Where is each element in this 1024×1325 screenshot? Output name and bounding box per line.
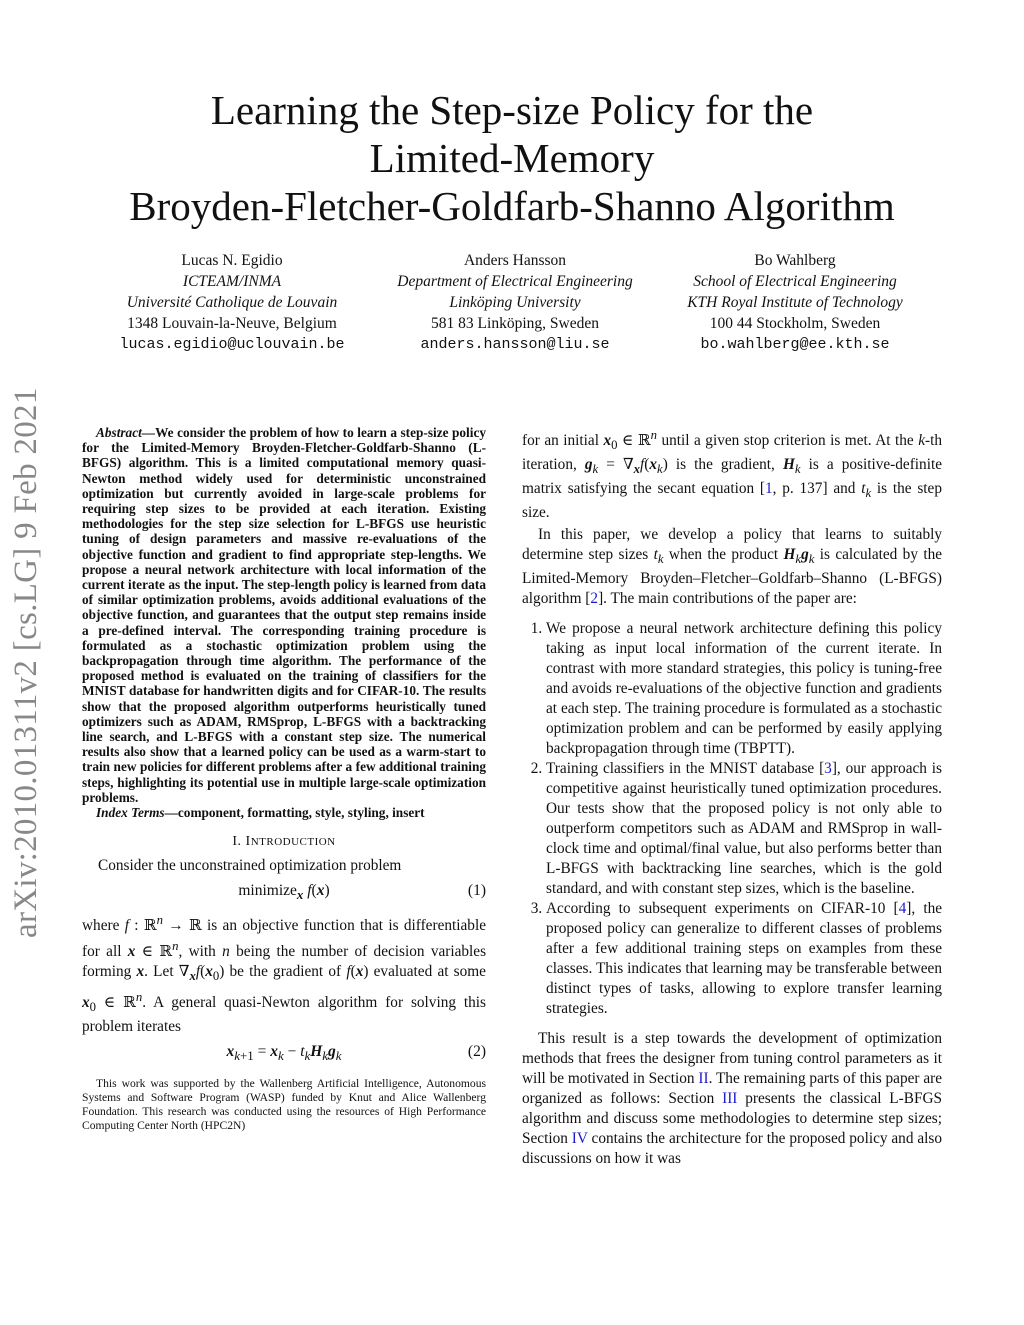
section-link[interactable]: III bbox=[722, 1090, 738, 1108]
author-name: Lucas N. Egidio bbox=[181, 252, 283, 269]
right-paragraph-1: for an initial $x_0$ ∈ ℝ$^n$ until a given stop criterion is met. At the k-th iteration, $g_k = \nabla_xf(x_k)$ is the gradient, $H_k$ is a positive-definite matrix satisfying the secant equation [1, p. 137] and $t_k$ is the step size. bbox=[522, 428, 943, 522]
equation-2-number: (2) bbox=[467, 1042, 486, 1060]
author-institution: Université Catholique de Louvain bbox=[126, 294, 338, 311]
author-affiliation: Department of Electrical Engineering bbox=[397, 273, 633, 290]
section-link[interactable]: IV bbox=[571, 1130, 588, 1148]
citation-link[interactable]: 1 bbox=[764, 480, 773, 498]
author-email: lucas.egidio@uclouvain.be bbox=[119, 336, 345, 353]
author-address: 1348 Louvain-la-Neuve, Belgium bbox=[127, 315, 337, 332]
author-block-3 bbox=[645, 250, 945, 355]
equation-1-number: (1) bbox=[467, 882, 486, 900]
intro-lead: Consider the unconstrained optimization problem bbox=[98, 857, 402, 875]
index-terms-label: Index Terms— bbox=[96, 805, 178, 821]
abstract-text: We consider the problem of how to learn a step-size policy for the Limited-Memory Broyden-Fletcher-Goldfarb-Shanno (L-BFGS) algorithm. This is a limited computational memory quasi-Newton method widely used for deterministic unconstrained optimization but currently avoided in large-scale problems for requiring step sizes to be provided at each iteration. Existing methodologies for the step size selection for L-BFGS use heuristic tuning of design parameters and massive re-evaluations of the objective function and gradient to find appropriate step-lengths. We propose a neural network architecture with local information of the current iterate as the input. The step-length policy is learned from data of similar optimization problems, avoids additional evaluations of the objective function, and guarantees that the output step remains inside a pre-defined interval. The corresponding training procedure is formulated as a stochastic optimization problem using the backpropagation through time algorithm. The performance of the proposed method is evaluated on the training of classifiers for the MNIST database for handwritten digits and for CIFAR-10. The results show that the proposed algorithm outperforms heuristically tuned optimizers such as ADAM, RMSprop, L-BFGS with a backtracking line search, and L-BFGS with a constant step size. The numerical results also show that a learned policy can be used as a warm-start to train new policies for different problems after a few additional training steps, highlighting its potential use in multiple large-scale optimization problems. bbox=[82, 425, 486, 805]
index-terms-text: component, formatting, style, styling, insert bbox=[177, 805, 425, 821]
title-line-2: Limited-Memory bbox=[369, 135, 655, 181]
right-paragraph-2: In this paper, we develop a policy that learns to suitably determine step sizes $t_k$ when the product $H_kg_k$ is calculated by the Limited-Memory Broyden–Fletcher–Goldfarb–Shanno (L-BFGS) algorithm [2]. The main contributions of the paper are: bbox=[522, 526, 943, 608]
contribution-item-1: 1. We propose a neural network architecture defining this policy taking as input local information of the current iterate. In contrast with more standard strategies, this policy is tuning-free and avoids re-evaluations of the objective function and gradients at each step. The training procedure is formulated as a stochastic optimization problem and can be performed by easily applying backpropagation through time (TBPTT). bbox=[546, 619, 942, 759]
section-link[interactable]: II bbox=[698, 1070, 709, 1088]
title-line-3: Broyden-Fletcher-Goldfarb-Shanno Algorithm bbox=[129, 183, 895, 229]
left-column bbox=[82, 425, 486, 1133]
author-institution: KTH Royal Institute of Technology bbox=[687, 294, 903, 311]
author-email: anders.hansson@liu.se bbox=[420, 336, 610, 353]
right-column bbox=[522, 425, 942, 1169]
author-name: Anders Hansson bbox=[463, 252, 567, 269]
abstract-label: Abstract— bbox=[96, 425, 156, 440]
footnote-funding: This work was supported by the Wallenberg Artificial Intelligence, Autonomous Systems and Software Program (WASP) funded by Knut and Alice Wallenberg Foundation. This research was conducted using the resources of High Performance Computing Center North (HPC2N) bbox=[82, 1076, 486, 1132]
author-affiliation: School of Electrical Engineering bbox=[693, 273, 897, 290]
equation-1-body: minimize$_x$ f(x) bbox=[238, 882, 330, 903]
citation-link[interactable]: 4 bbox=[898, 900, 907, 918]
author-email: bo.wahlberg@ee.kth.se bbox=[700, 336, 890, 353]
intro-paragraph: where f : ℝ$^n$ → ℝ is an objective function that is differentiable for all x ∈ ℝ$^n$, with n being the number of decision variables forming x. Let $\nabla_xf(x_0)$ be the gradient of f(x) evaluated at some $x_0$ ∈ ℝ$^n$. A general quasi-Newton algorithm for solving this problem iterates bbox=[82, 913, 487, 1035]
equation-2 bbox=[82, 1037, 486, 1071]
abstract bbox=[82, 425, 486, 805]
section-heading-introduction: I. INTRODUCTION bbox=[232, 834, 336, 850]
index-terms bbox=[82, 805, 486, 820]
contributions-list bbox=[522, 619, 942, 1019]
author-block-1 bbox=[82, 250, 382, 355]
equation-2-body: $x_{k+1} = x_k - t_kH_kg_k$ bbox=[226, 1042, 342, 1063]
arxiv-identifier: arXiv:2010.01311v2 [cs.LG] 9 Feb 2021 bbox=[8, 387, 44, 938]
citation-link[interactable]: 3 bbox=[824, 760, 832, 778]
author-name: Bo Wahlberg bbox=[754, 252, 836, 269]
author-institution: Linköping University bbox=[449, 294, 581, 311]
author-affiliation: ICTEAM/INMA bbox=[182, 273, 282, 290]
citation-link[interactable]: 2 bbox=[590, 590, 599, 608]
contribution-item-2: 2. Training classifiers in the MNIST database [3], our approach is competitive against heuristically tuned optimization procedures. Our tests show that the proposed policy is not only able to outperform competitors such as ADAM and RMSprop in wall-clock time and optimal/final value, but also performs better than L-BFGS with backtracking line searches, which is the gold standard, and with constant step sizes, which is the baseline. bbox=[546, 759, 942, 899]
right-paragraph-3: This result is a step towards the development of optimization methods that frees the designer from tuning control parameters as it will be motivated in Section II. The remaining parts of this paper are organized as follows: Section III presents the classical L-BFGS algorithm and discuss some methodologies to determine step sizes; Section IV contains the architecture for the proposed policy and also discussions on how it was bbox=[522, 1030, 943, 1168]
author-block-2 bbox=[365, 250, 665, 355]
paper-title bbox=[90, 86, 934, 230]
contribution-item-3: 3. According to subsequent experiments on CIFAR-10 [4], the proposed policy can generalize to different classes of problems after a few additional training steps on examples from these classes. This indicates that learning may be transferable between distinct types of tasks, allowing to explore transfer learning strategies. bbox=[546, 899, 942, 1019]
author-address: 581 83 Linköping, Sweden bbox=[431, 315, 599, 332]
title-line-1: Learning the Step-size Policy for the bbox=[210, 87, 814, 133]
author-address: 100 44 Stockholm, Sweden bbox=[709, 315, 881, 332]
equation-1 bbox=[82, 876, 486, 910]
